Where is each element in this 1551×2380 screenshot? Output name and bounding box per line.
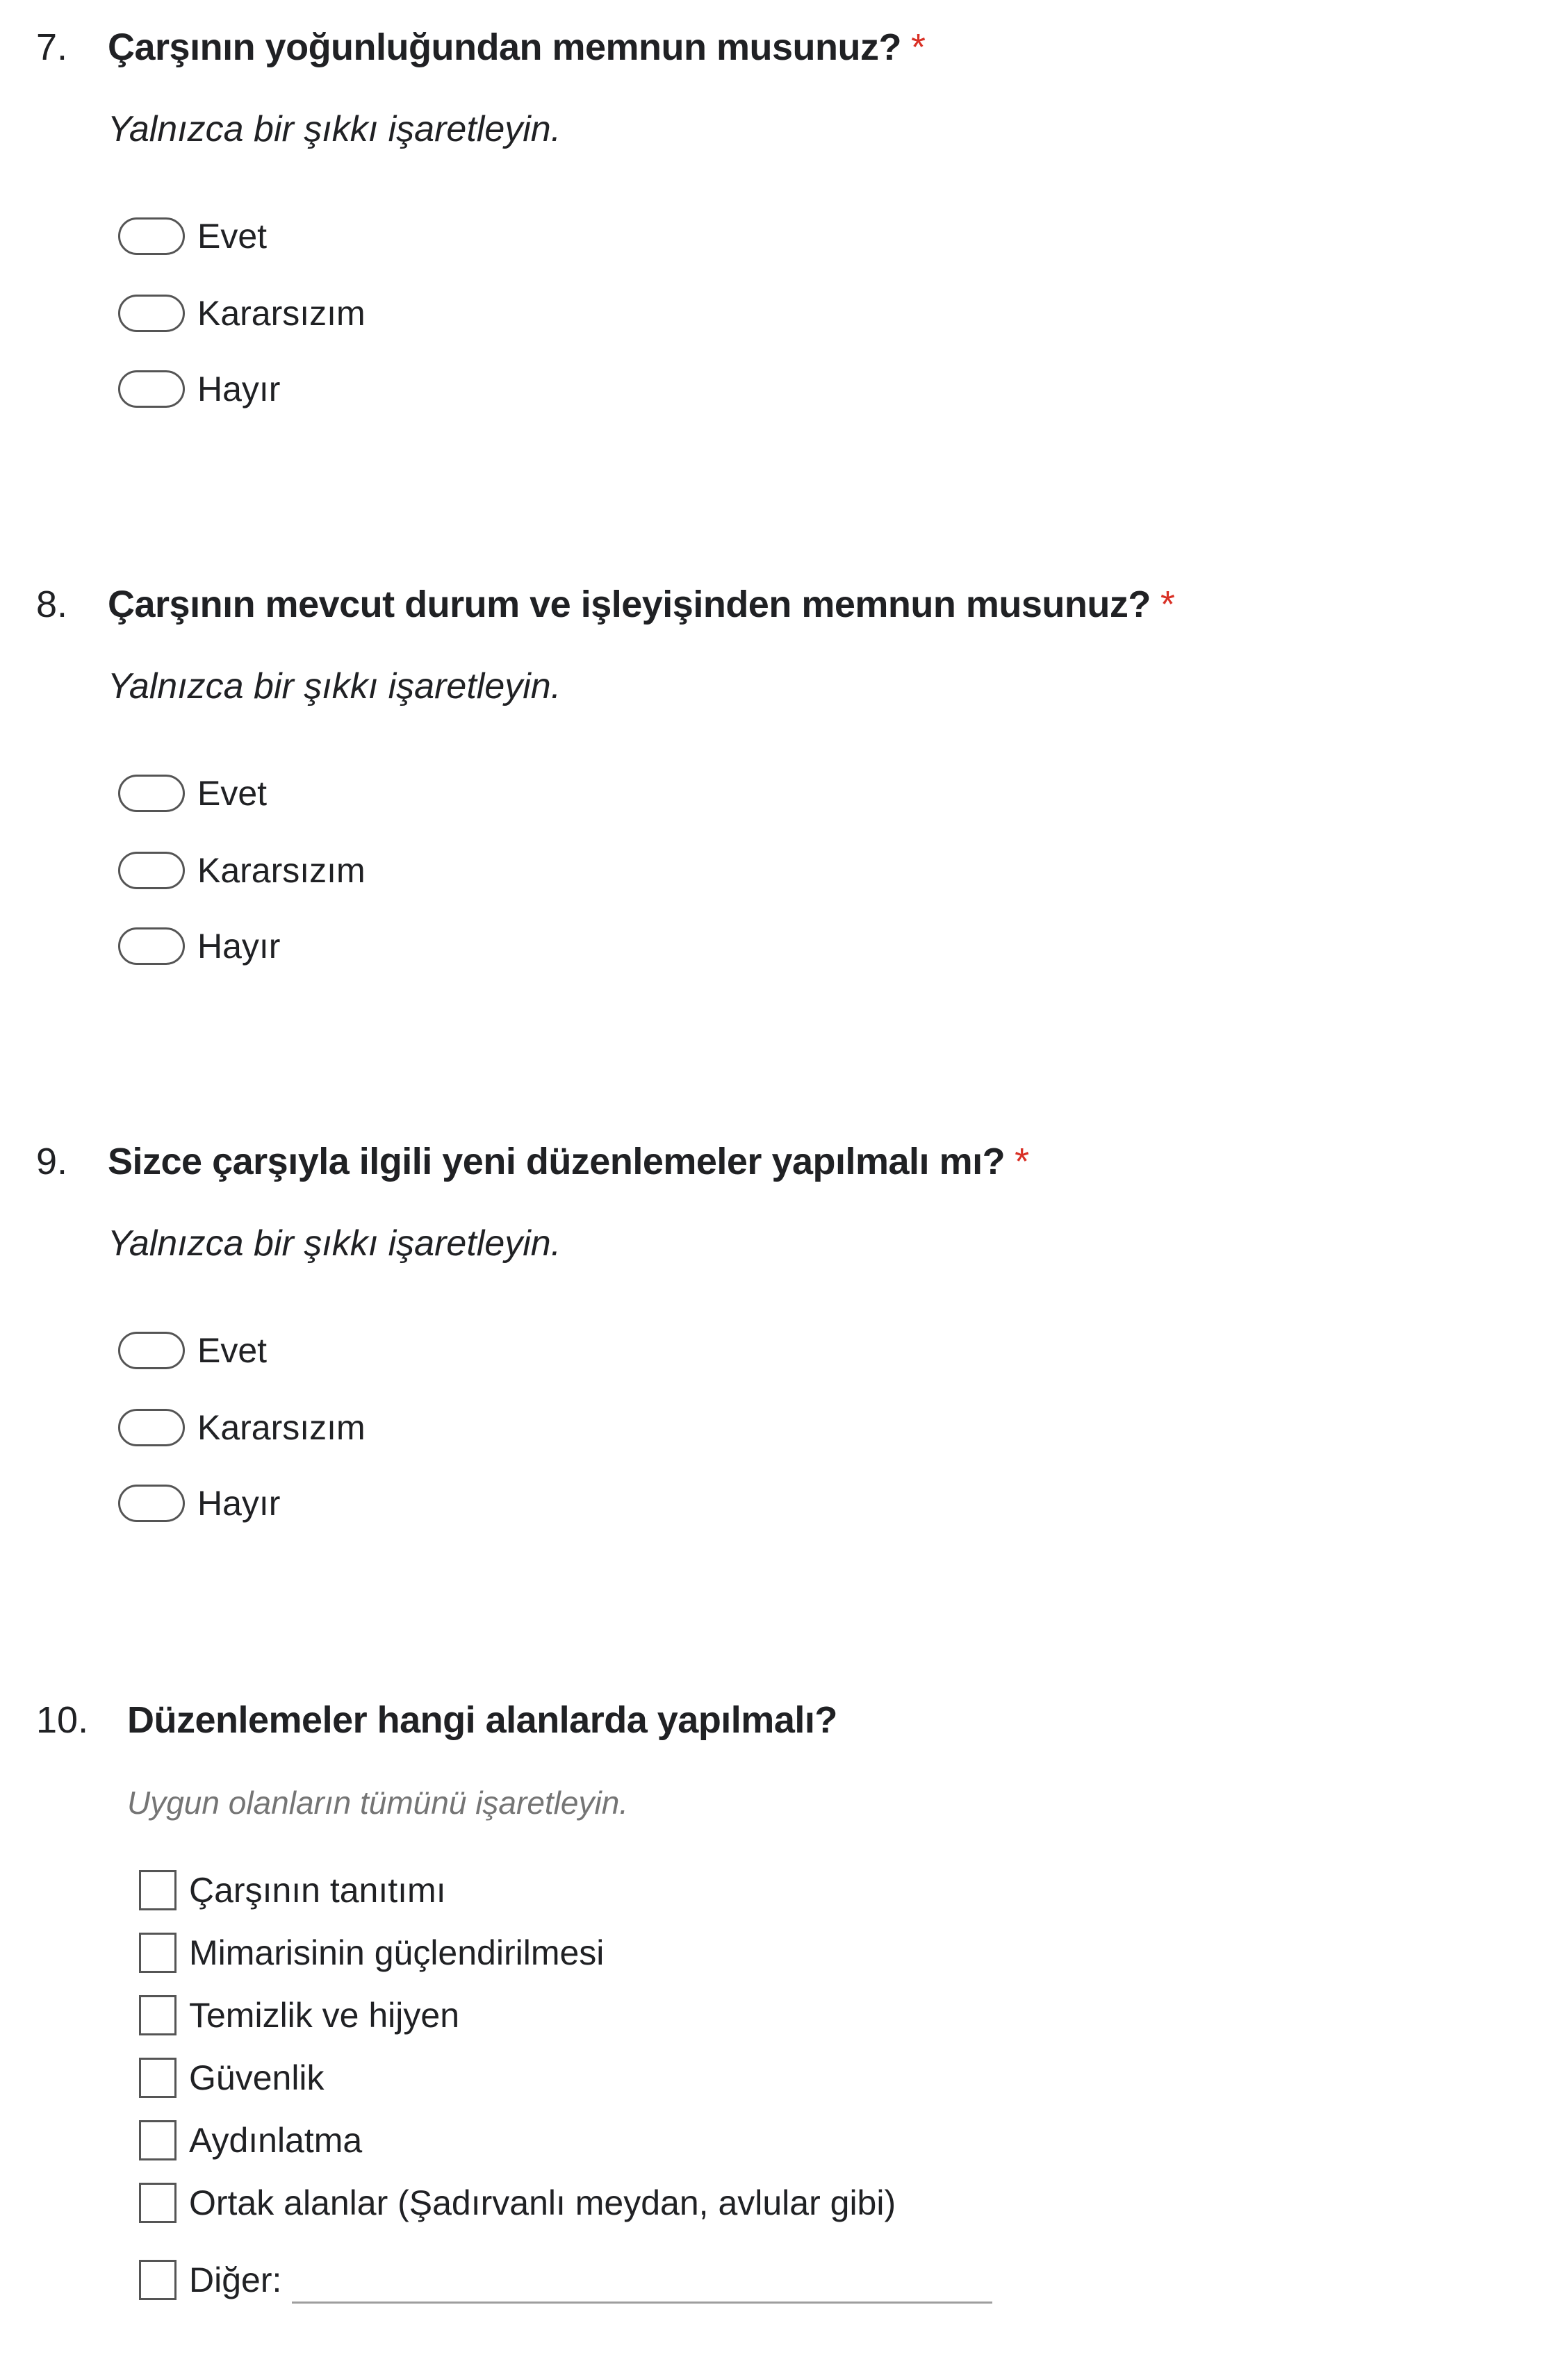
question-9-heading	[36, 1134, 1029, 1189]
radio-option-kararsizim[interactable]	[118, 289, 366, 338]
radio-option-evet[interactable]	[118, 769, 267, 818]
question-7-heading	[36, 19, 926, 75]
question-7	[0, 19, 1551, 436]
option-label: Mimarisinin güçlendirilmesi	[189, 1933, 605, 1972]
radio-option-hayir[interactable]	[118, 1479, 280, 1528]
question-hint: Uygun olanların tümünü işaretleyin.	[127, 1785, 629, 1821]
question-hint: Yalnızca bir şıkkı işaretleyin.	[108, 109, 561, 149]
option-label: Kararsızım	[197, 851, 366, 890]
option-label: Kararsızım	[197, 1408, 366, 1447]
required-asterisk: *	[1015, 1141, 1030, 1182]
question-9	[0, 1134, 1551, 1551]
radio-button[interactable]	[118, 1332, 185, 1369]
required-asterisk: *	[910, 26, 926, 68]
option-label: Diğer:	[189, 2261, 282, 2299]
checkbox[interactable]	[139, 2183, 177, 2223]
checkbox[interactable]	[139, 1870, 177, 1910]
question-8-heading	[36, 577, 1175, 632]
option-label: Çarşının tanıtımı	[189, 1871, 446, 1910]
radio-button[interactable]	[118, 1409, 185, 1446]
question-number: 8.	[36, 584, 68, 625]
radio-option-hayir[interactable]	[118, 365, 280, 413]
radio-button[interactable]	[118, 775, 185, 812]
question-number: 10.	[36, 1699, 89, 1741]
option-label: Evet	[197, 217, 268, 256]
radio-option-kararsizim[interactable]	[118, 1403, 366, 1452]
checkbox[interactable]	[139, 2120, 177, 2160]
radio-button[interactable]	[118, 1485, 185, 1522]
option-label: Güvenlik	[189, 2058, 325, 2097]
radio-button[interactable]	[118, 927, 185, 965]
option-label: Kararsızım	[197, 294, 366, 333]
question-number: 9.	[36, 1141, 68, 1182]
checkbox-option-tanitim[interactable]	[139, 1864, 446, 1917]
question-title: Düzenlemeler hangi alanlarda yapılmalı?	[127, 1699, 837, 1741]
question-8	[0, 577, 1551, 993]
option-label: Temizlik ve hijyen	[189, 1996, 460, 2035]
radio-option-evet[interactable]	[118, 1326, 267, 1375]
checkbox[interactable]	[139, 1995, 177, 2035]
checkbox-option-diger[interactable]	[139, 2254, 281, 2306]
checkbox-option-temizlik[interactable]	[139, 1989, 459, 2042]
other-text-input[interactable]	[292, 2302, 992, 2304]
required-asterisk: *	[1160, 584, 1175, 625]
question-title: Çarşının yoğunluğundan memnun musunuz?	[108, 26, 901, 68]
checkbox[interactable]	[139, 1933, 177, 1973]
checkbox-option-guvenlik[interactable]	[139, 2051, 325, 2104]
question-title: Sizce çarşıyla ilgili yeni düzenlemeler yapılmalı mı?	[108, 1141, 1006, 1182]
radio-button[interactable]	[118, 852, 185, 889]
question-10-heading	[36, 1692, 837, 1748]
option-label: Aydınlatma	[189, 2121, 363, 2160]
radio-option-kararsizim[interactable]	[118, 846, 366, 895]
checkbox-option-aydinlatma[interactable]	[139, 2114, 362, 2167]
radio-button[interactable]	[118, 370, 185, 408]
radio-option-hayir[interactable]	[118, 922, 280, 970]
option-label: Hayır	[197, 1484, 281, 1523]
radio-button[interactable]	[118, 217, 185, 255]
radio-button[interactable]	[118, 295, 185, 332]
question-hint: Yalnızca bir şıkkı işaretleyin.	[108, 1223, 561, 1264]
option-label: Ortak alanlar (Şadırvanlı meydan, avlular gibi)	[189, 2183, 896, 2222]
option-label: Evet	[197, 774, 268, 813]
option-label: Hayır	[197, 927, 281, 966]
radio-option-evet[interactable]	[118, 212, 267, 261]
checkbox[interactable]	[139, 2260, 177, 2300]
question-hint: Yalnızca bir şıkkı işaretleyin.	[108, 666, 561, 706]
checkbox-option-mimari[interactable]	[139, 1926, 604, 1979]
option-label: Evet	[197, 1331, 268, 1370]
question-number: 7.	[36, 26, 68, 68]
checkbox-option-ortak-alanlar[interactable]	[139, 2176, 896, 2229]
question-10	[0, 1692, 1551, 2345]
question-title: Çarşının mevcut durum ve işleyişinden memnun musunuz?	[108, 584, 1151, 625]
checkbox[interactable]	[139, 2058, 177, 2098]
option-label: Hayır	[197, 370, 281, 408]
